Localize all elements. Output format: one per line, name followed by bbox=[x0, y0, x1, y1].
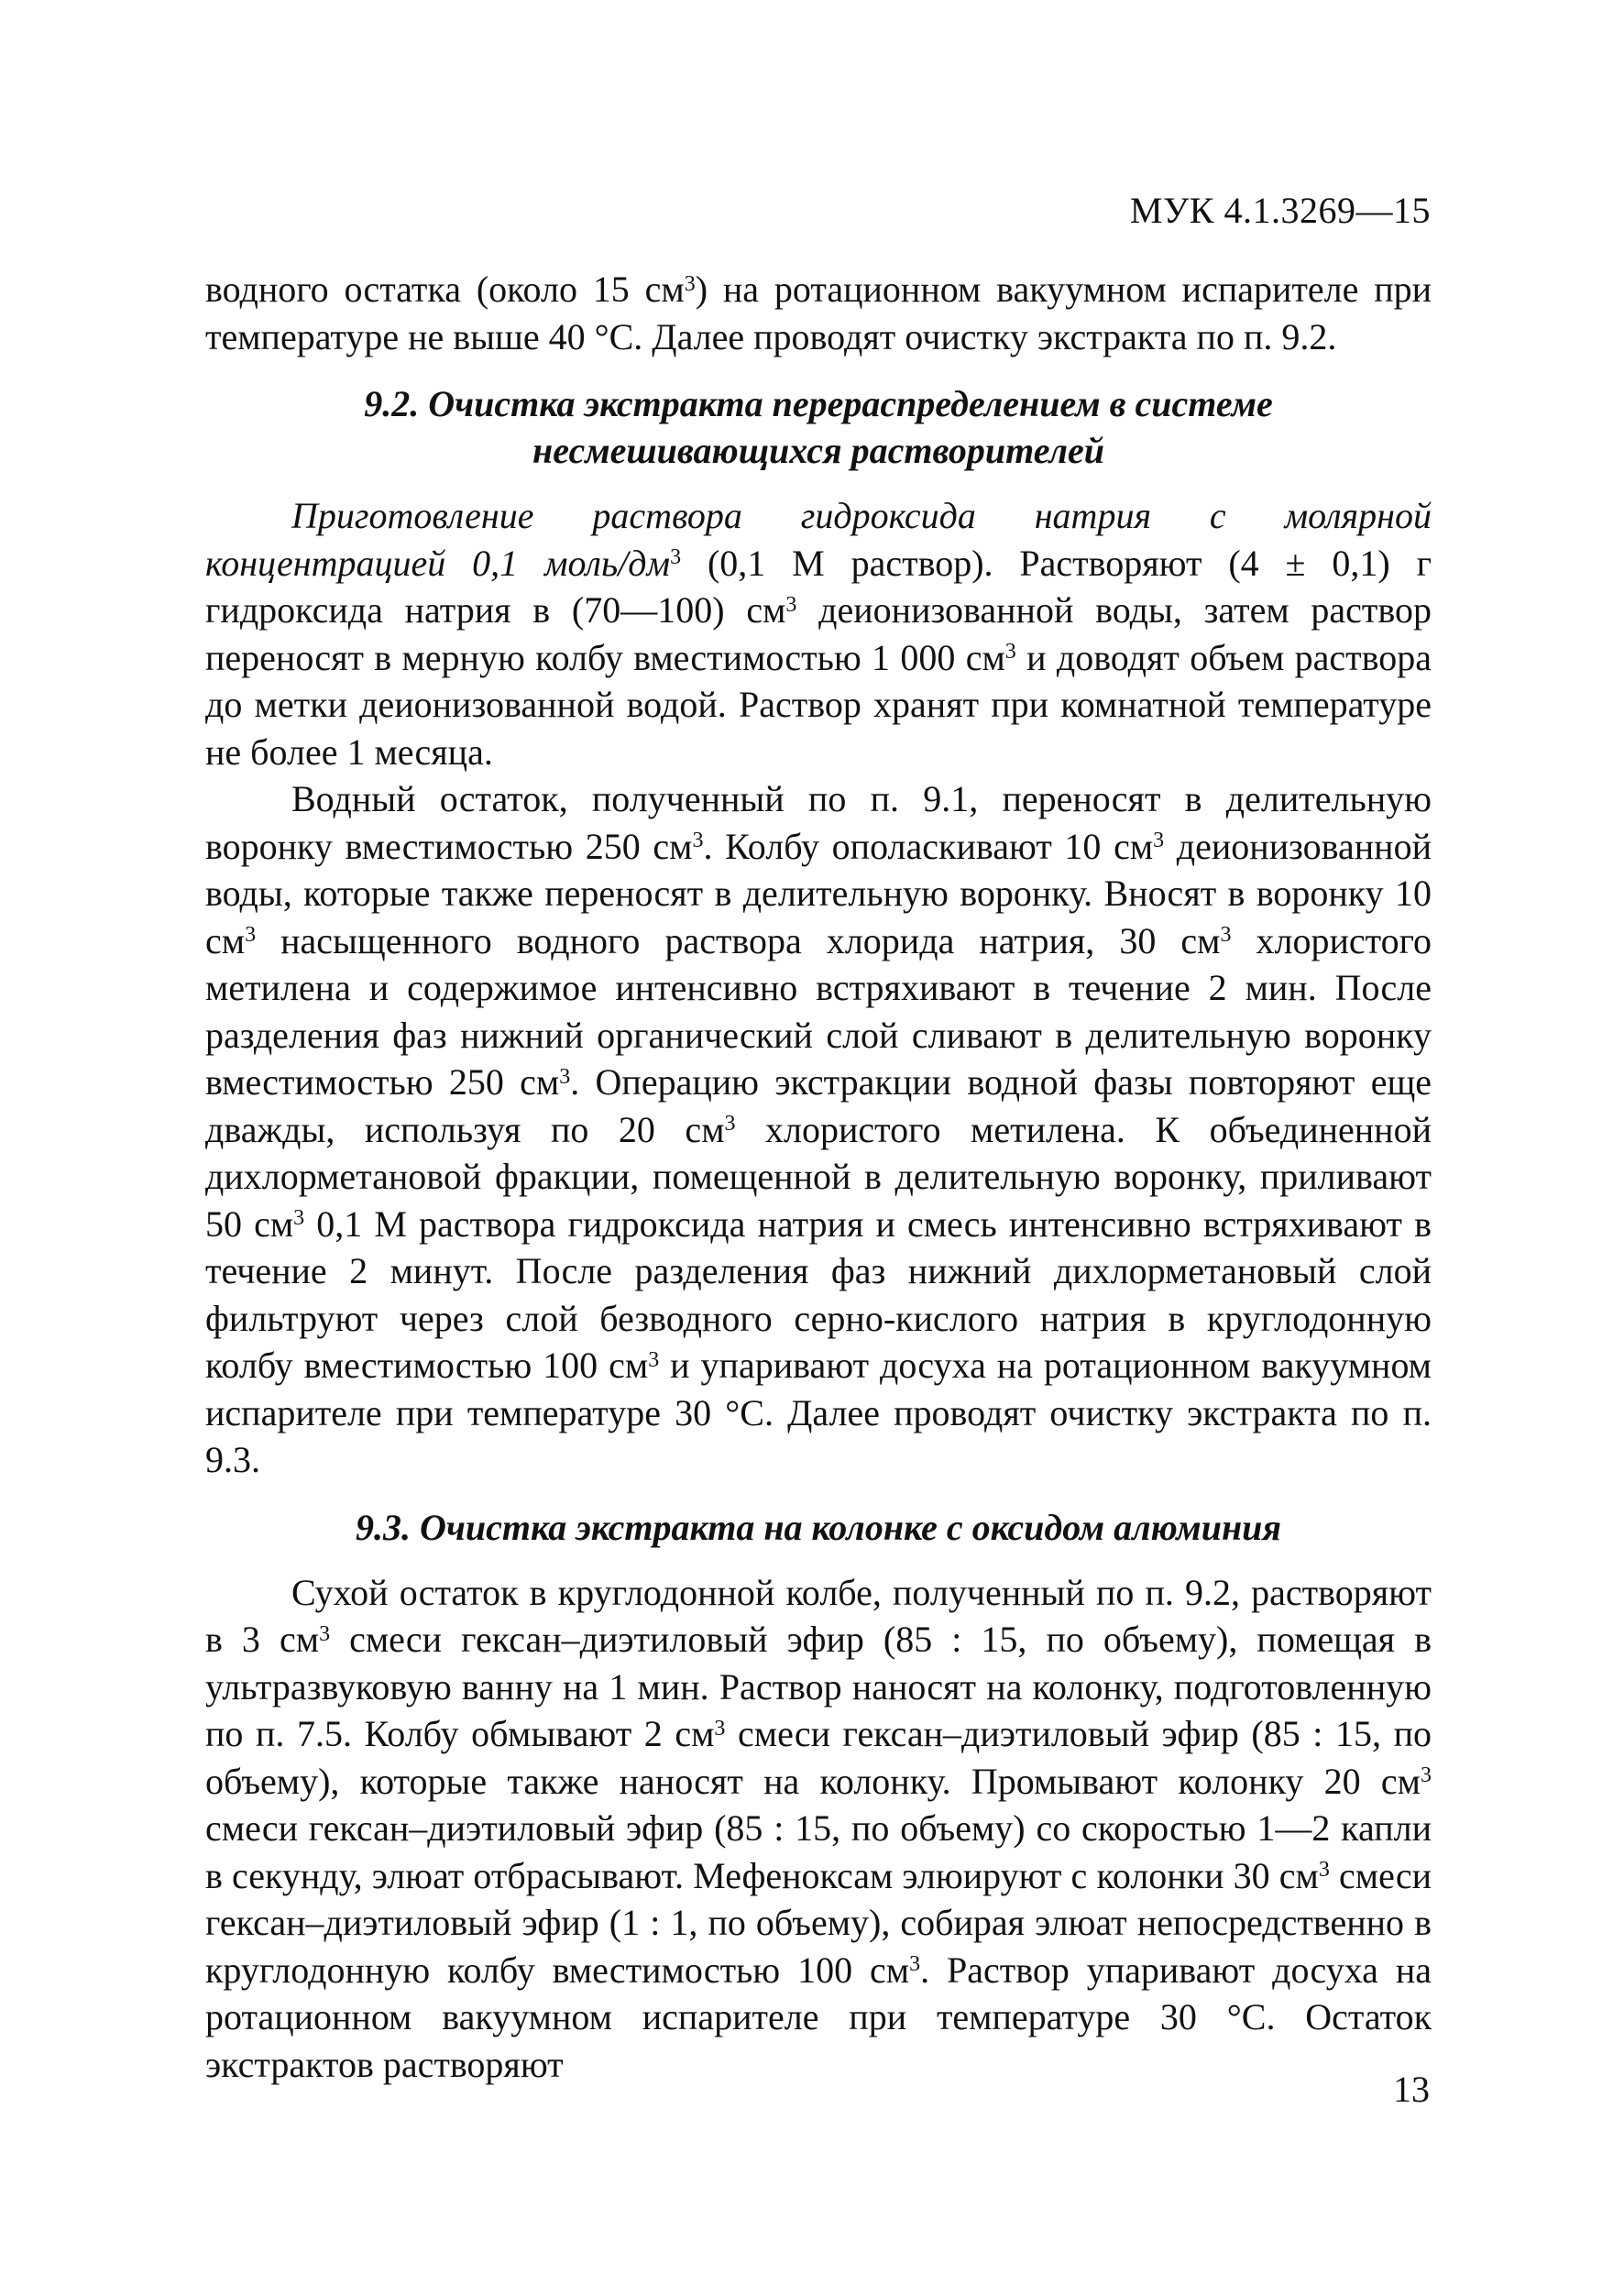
paragraph-continuation: водного остатка (около 15 $см^3$) на ротационном вакуумном испарителе при температуре не выше 40 °C. Далее проводят очистку экстракта по п. 9.2. bbox=[205, 269, 1432, 357]
section-heading-9-3 bbox=[205, 1504, 1432, 1551]
document-id-header: МУК 4.1.3269—15 bbox=[1129, 190, 1431, 231]
section-heading-9-2-line2: несмешивающихся растворителей bbox=[532, 430, 1104, 471]
paragraph-extraction: Водный остаток, полученный по п. 9.1, переносят в делительную воронку вместимостью 250 $см^3$. Колбу ополаскивают 10 $см^3$ деионизованной воды, которые также переносят в делительную воронку. Вносят в воронку 10 $см^3$ насыщенного водного раствора хлорида натрия, 30 $см^3$ хлористого метилена и содержимое интенсивно встряхивают в течение 2 мин. После разделения фаз нижний органический слой сливают в делительную воронку вместимостью 250 $см^3$. Операцию экстракции водной фазы повторяют еще дважды, используя по 20 $см^3$ хлористого метилена. К объединенной дихлорметановой фракции, помещенной в делительную воронку, приливают 50 $см^3$ 0,1 М раствора гидроксида натрия и смесь интенсивно встряхивают в течение 2 минут. После разделения фаз нижний дихлорметановый слой фильтруют через слой безводного серно-кислого натрия в круглодонную колбу вместимостью 100 $см^3$ и упаривают досуха на ротационном вакуумном испарителе при температуре 30 °C. Далее проводят очистку экстракта по п. 9.3. bbox=[205, 778, 1432, 1480]
paragraph-alumina-column: Сухой остаток в круглодонной колбе, полученный по п. 9.2, растворяют в 3 $см^3$ смеси гексан–диэтиловый эфир (85 : 15, по объему), помещая в ультразвуковую ванну на 1 мин. Раствор наносят на колонку, подготовленную по п. 7.5. Колбу обмывают 2 $см^3$ смеси гексан–диэтиловый эфир (85 : 15, по объему), которые также наносят на колонку. Промывают колонку 20 $см^3$ смеси гексан–диэтиловый эфир (85 : 15, по объему) со скоростью 1—2 капли в секунду, элюат отбрасывают. Мефеноксам элюируют с колонки 30 $см^3$ смеси гексан–диэтиловый эфир (1 : 1, по объему), собирая элюат непосредственно в круглодонную колбу вместимостью 100 $см^3$. Раствор упаривают досуха на ротационном вакуумном испарителе при температуре 30 °C. Остаток экстрактов растворяют bbox=[205, 1571, 1432, 2085]
paragraph-naoh-preparation: Приготовление раствора гидроксида натрия с молярной концентрацией 0,1 моль/$дм^3$ (0,1 М раствор). Растворяют (4 ± 0,1) г гидроксида натрия в (70—100) $см^3$ деионизованной воды, затем раствор переносят в мерную колбу вместимостью 1 000 $см^3$ и доводят объем раствора до метки деионизованной водой. Раствор хранят при комнатной температуре не более 1 месяца. bbox=[205, 495, 1432, 773]
page-number: 13 bbox=[1393, 2069, 1430, 2110]
section-heading-9-2 bbox=[205, 380, 1432, 474]
document-body bbox=[205, 266, 1432, 2088]
section-heading-9-3-line1: 9.3. Очистка экстракта на колонке с оксидом алюминия bbox=[355, 1506, 1282, 1548]
section-heading-9-2-line1: 9.2. Очистка экстракта перераспределением в системе bbox=[364, 383, 1273, 424]
